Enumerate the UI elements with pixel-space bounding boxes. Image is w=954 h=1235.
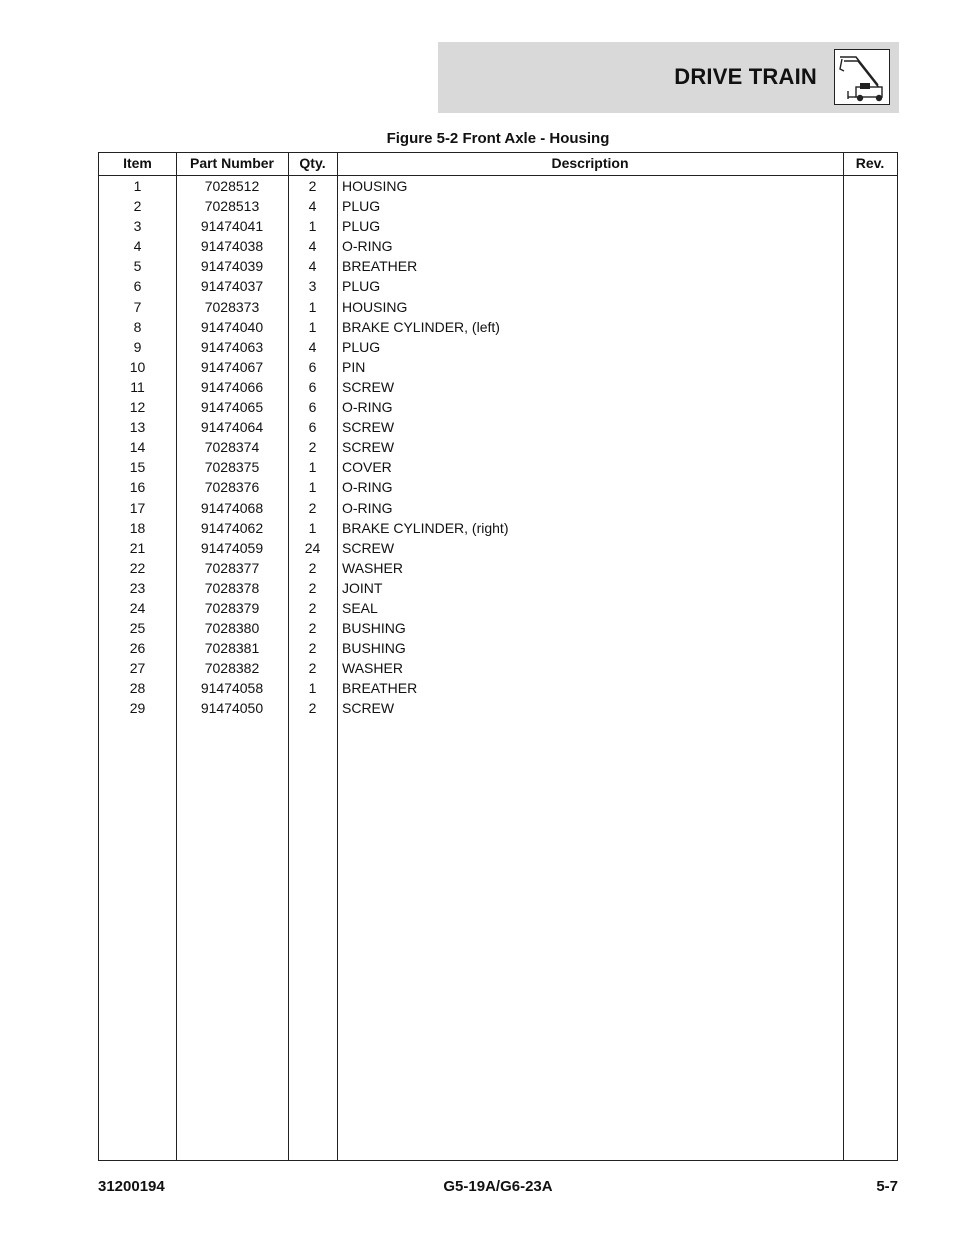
table-row <box>99 377 897 397</box>
qty-cell: 2 <box>308 178 317 194</box>
description-cell: O-RING <box>342 499 393 516</box>
qty-cell: 2 <box>308 620 317 637</box>
part-number-cell: 91474050 <box>200 700 264 717</box>
part-number-cell: 91474063 <box>200 338 264 355</box>
description-cell: PIN <box>342 358 366 375</box>
qty-cell: 6 <box>308 378 317 395</box>
description-cell: SCREW <box>342 700 395 717</box>
part-number-cell: 7028374 <box>204 439 260 456</box>
table-row <box>99 698 897 718</box>
qty-cell: 2 <box>308 439 317 456</box>
qty-cell: 2 <box>308 660 317 677</box>
table-row <box>99 518 897 538</box>
description-cell: HOUSING <box>342 178 408 194</box>
table-row <box>99 297 897 317</box>
part-number-cell: 7028512 <box>204 178 260 194</box>
item-cell: 8 <box>133 318 142 335</box>
item-cell: 21 <box>129 539 146 556</box>
description-cell: HOUSING <box>342 298 408 315</box>
part-number-cell: 7028373 <box>204 298 260 315</box>
qty-cell: 4 <box>308 238 317 255</box>
description-cell: SEAL <box>342 599 378 616</box>
description-cell: WASHER <box>342 559 403 576</box>
table-row <box>99 216 897 236</box>
qty-cell: 1 <box>308 680 317 697</box>
description-cell: SCREW <box>342 439 395 456</box>
item-cell: 6 <box>133 278 142 295</box>
qty-cell: 1 <box>308 218 317 235</box>
item-cell: 12 <box>129 399 146 416</box>
item-cell: 5 <box>133 258 142 275</box>
description-cell: SCREW <box>342 539 395 556</box>
table-row <box>99 457 897 477</box>
table-row <box>99 538 897 558</box>
column-header-part-number: Part Number <box>189 155 275 171</box>
table-row <box>99 578 897 598</box>
part-number-cell: 91474041 <box>200 218 264 235</box>
page-number: 5-7 <box>876 1178 898 1195</box>
column-header-description: Description <box>551 155 629 171</box>
parts-table <box>98 152 898 1161</box>
table-row <box>99 337 897 357</box>
qty-cell: 2 <box>308 559 317 576</box>
item-cell: 23 <box>129 579 146 596</box>
item-cell: 13 <box>129 419 146 436</box>
item-cell: 26 <box>129 640 146 657</box>
item-cell: 14 <box>129 439 146 456</box>
qty-cell: 2 <box>308 640 317 657</box>
qty-cell: 2 <box>308 700 317 717</box>
description-cell: BUSHING <box>342 620 406 637</box>
column-header-item: Item <box>123 155 152 171</box>
qty-cell: 3 <box>308 278 317 295</box>
table-row <box>99 176 897 196</box>
table-row <box>99 618 897 638</box>
table-row <box>99 417 897 437</box>
part-number-cell: 7028378 <box>204 579 260 596</box>
item-cell: 10 <box>129 358 146 375</box>
table-row <box>99 236 897 256</box>
item-cell: 28 <box>129 680 146 697</box>
qty-cell: 6 <box>308 419 317 436</box>
description-cell: PLUG <box>342 218 381 235</box>
description-cell: PLUG <box>342 198 381 215</box>
description-cell: PLUG <box>342 278 381 295</box>
qty-cell: 6 <box>308 399 317 416</box>
qty-cell: 2 <box>308 599 317 616</box>
column-header-qty: Qty. <box>299 155 326 171</box>
description-cell: COVER <box>342 459 392 476</box>
table-row <box>99 256 897 276</box>
part-number-cell: 91474065 <box>200 399 264 416</box>
part-number-cell: 7028380 <box>204 620 260 637</box>
description-cell: O-RING <box>342 238 393 255</box>
table-row <box>99 598 897 618</box>
item-cell: 1 <box>133 178 142 194</box>
table-row <box>99 317 897 337</box>
qty-cell: 1 <box>308 318 317 335</box>
table-row <box>99 357 897 377</box>
qty-cell: 6 <box>308 358 317 375</box>
description-cell: BRAKE CYLINDER, (left) <box>342 318 500 335</box>
qty-cell: 1 <box>308 459 317 476</box>
part-number-cell: 7028513 <box>204 198 260 215</box>
item-cell: 15 <box>129 459 146 476</box>
qty-cell: 1 <box>308 479 317 496</box>
part-number-cell: 91474037 <box>200 278 264 295</box>
qty-cell: 4 <box>308 258 317 275</box>
section-title: DRIVE TRAIN <box>674 64 817 89</box>
item-cell: 16 <box>129 479 146 496</box>
part-number-cell: 7028377 <box>204 559 260 576</box>
item-cell: 25 <box>129 620 146 637</box>
qty-cell: 1 <box>308 298 317 315</box>
item-cell: 7 <box>133 298 142 315</box>
table-row <box>99 558 897 578</box>
forklift-icon <box>834 49 890 105</box>
part-number-cell: 91474058 <box>200 680 264 697</box>
item-cell: 22 <box>129 559 146 576</box>
part-number-cell: 7028379 <box>204 599 260 616</box>
item-cell: 27 <box>129 660 146 677</box>
table-row <box>99 477 897 497</box>
part-number-cell: 91474064 <box>200 419 264 436</box>
part-number-cell: 91474059 <box>200 539 264 556</box>
description-cell: SCREW <box>342 378 395 395</box>
table-row <box>99 196 897 216</box>
part-number-cell: 91474040 <box>200 318 264 335</box>
item-cell: 2 <box>133 198 142 215</box>
description-cell: BREATHER <box>342 680 418 697</box>
description-cell: O-RING <box>342 479 393 496</box>
table-row <box>99 397 897 417</box>
table-row <box>99 658 897 678</box>
model-number: G5-19A/G6-23A <box>443 1178 553 1195</box>
description-cell: PLUG <box>342 338 381 355</box>
part-number-cell: 91474067 <box>200 358 264 375</box>
part-number-cell: 91474062 <box>200 519 264 536</box>
part-number-cell: 7028375 <box>204 459 260 476</box>
part-number-cell: 7028381 <box>204 640 260 657</box>
table-row <box>99 437 897 457</box>
qty-cell: 24 <box>304 539 321 556</box>
description-cell: SCREW <box>342 419 395 436</box>
section-banner <box>438 42 899 113</box>
part-number-cell: 91474066 <box>200 378 264 395</box>
table-body <box>99 176 897 719</box>
part-number-cell: 91474068 <box>200 499 264 516</box>
part-number-cell: 91474039 <box>200 258 264 275</box>
part-number-cell: 7028376 <box>204 479 260 496</box>
item-cell: 3 <box>133 218 142 235</box>
description-cell: JOINT <box>342 579 383 596</box>
description-cell: O-RING <box>342 399 393 416</box>
part-number-cell: 91474038 <box>200 238 264 255</box>
table-row <box>99 678 897 698</box>
description-cell: BRAKE CYLINDER, (right) <box>342 519 509 536</box>
item-cell: 29 <box>129 700 146 717</box>
table-row <box>99 276 897 296</box>
part-number-cell: 7028382 <box>204 660 260 677</box>
description-cell: BREATHER <box>342 258 418 275</box>
description-cell: BUSHING <box>342 640 406 657</box>
qty-cell: 4 <box>308 198 317 215</box>
description-cell: WASHER <box>342 660 403 677</box>
qty-cell: 4 <box>308 338 317 355</box>
qty-cell: 2 <box>308 499 317 516</box>
column-header-rev: Rev. <box>855 155 885 171</box>
qty-cell: 1 <box>308 519 317 536</box>
item-cell: 24 <box>129 599 146 616</box>
document-number: 31200194 <box>98 1178 165 1195</box>
table-row <box>99 498 897 518</box>
qty-cell: 2 <box>308 579 317 596</box>
item-cell: 11 <box>130 378 145 395</box>
table-row <box>99 638 897 658</box>
item-cell: 17 <box>129 499 146 516</box>
item-cell: 18 <box>129 519 146 536</box>
figure-title: Figure 5-2 Front Axle - Housing <box>386 130 610 147</box>
item-cell: 9 <box>133 338 142 355</box>
item-cell: 4 <box>133 238 142 255</box>
